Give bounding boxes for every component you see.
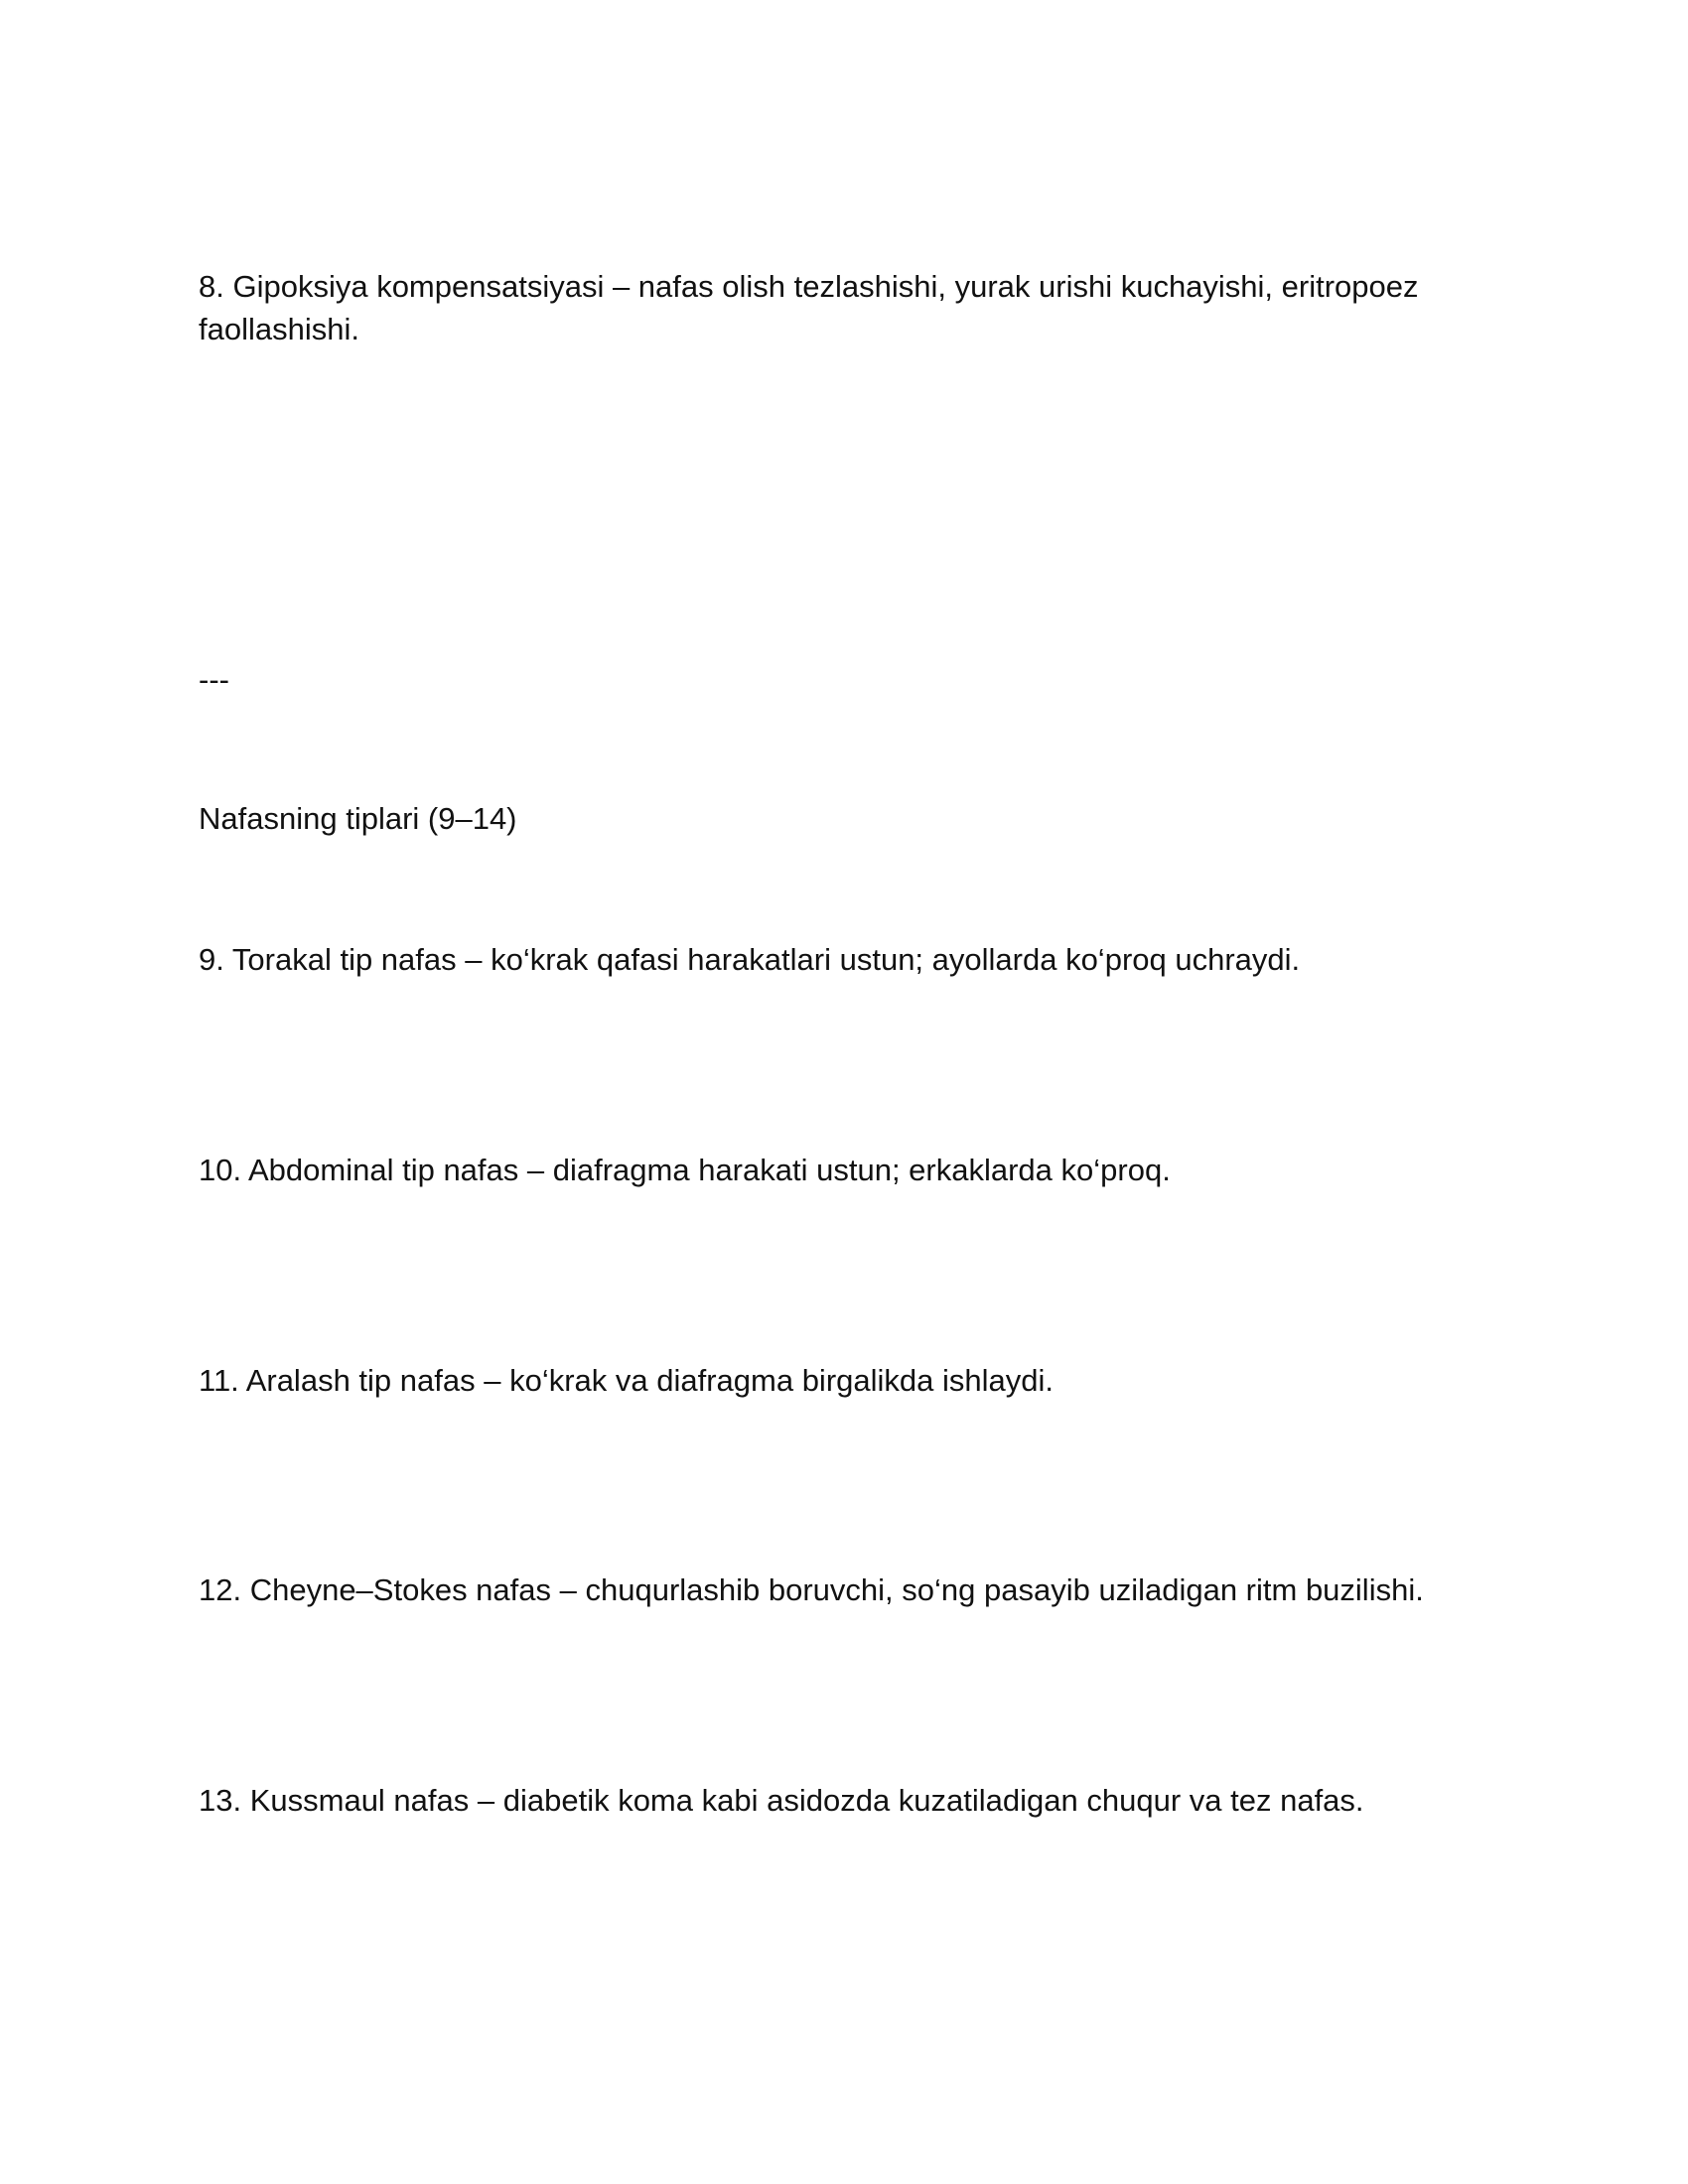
paragraph-item-9: 9. Torakal tip nafas – ko‘krak qafasi harakatlari ustun; ayollarda ko‘proq uchraydi.	[199, 942, 1301, 977]
paragraph-item-8: 8. Gipoksiya kompensatsiyasi – nafas olish tezlashishi, yurak urishi kuchayishi, eritropoez faollashishi.	[199, 269, 1419, 346]
paragraph-item-10: 10. Abdominal tip nafas – diafragma harakati ustun; erkaklarda ko‘proq.	[199, 1153, 1171, 1187]
paragraph-item-11: 11. Aralash tip nafas – ko‘krak va diafragma birgalikda ishlaydi.	[199, 1363, 1054, 1398]
paragraph-item-13: 13. Kussmaul nafas – diabetik koma kabi asidozda kuzatiladigan chuqur va tez nafas.	[199, 1783, 1364, 1818]
section-divider: ---	[199, 662, 229, 697]
section-heading: Nafasning tiplari (9–14)	[199, 801, 517, 836]
paragraph-item-12: 12. Cheyne–Stokes nafas – chuqurlashib boruvchi, so‘ng pasayib uziladigan ritm buzilishi.	[199, 1572, 1424, 1607]
